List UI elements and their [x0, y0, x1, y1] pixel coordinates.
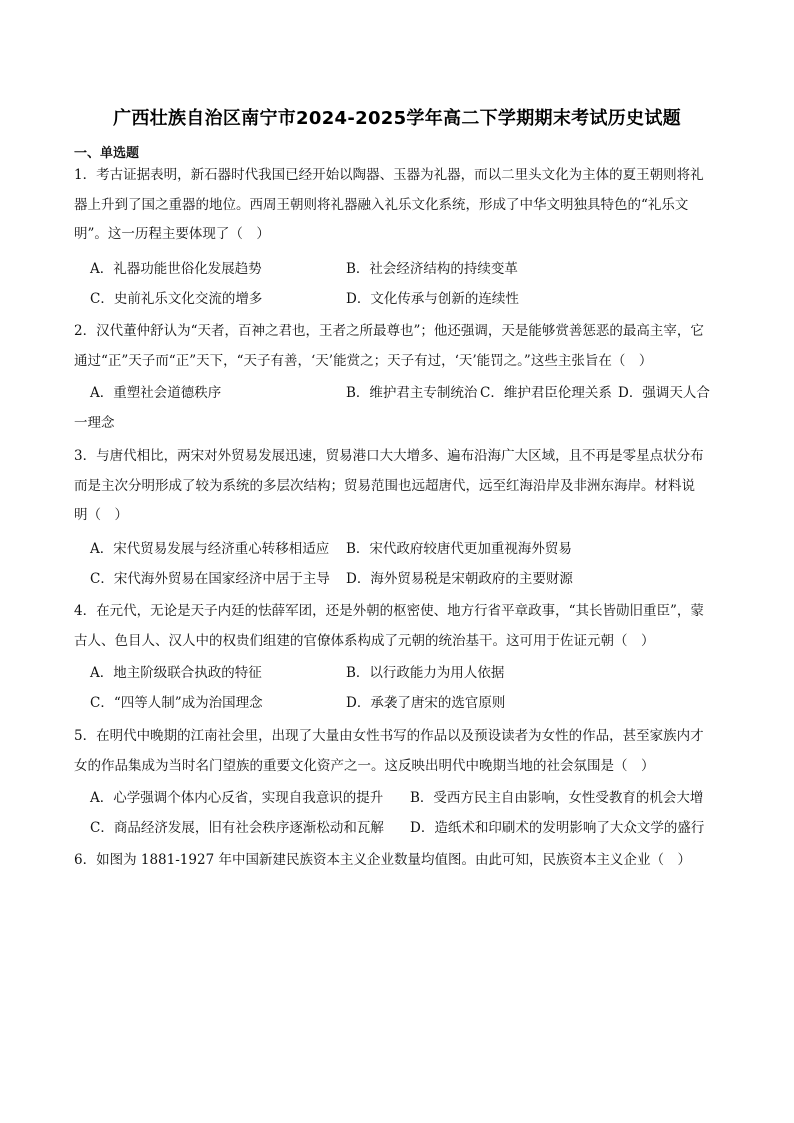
option-c[interactable]: C．史前礼乐文化交流的增多: [90, 291, 263, 307]
question-4-options-row-1: [90, 659, 730, 688]
option-a[interactable]: A．宋代贸易发展与经济重心转移相适应: [90, 541, 330, 557]
question-line: 5．在明代中晚期的江南社会里，出现了大量由女性书写的作品以及预设读者为女性的作品，甚至家族内才: [74, 728, 704, 744]
option-a[interactable]: A．心学强调个体内心反省，实现自我意识的提升: [90, 790, 384, 806]
question-2-options-row-1: [90, 379, 730, 408]
question-line: 而是主次分明形成了较为系统的多层次结构；贸易范围也远超唐代，远至红海沿岸及非洲东海岸。材料说: [74, 477, 695, 494]
option-d[interactable]: D．海外贸易税是宋朝政府的主要财源: [346, 571, 573, 587]
option-b[interactable]: B．维护君主专制统治: [346, 385, 478, 401]
question-1-stem: [74, 161, 722, 250]
question-5-options-row-1: [90, 784, 730, 813]
question-line: 明（ ）: [74, 507, 128, 523]
question-6-stem: [74, 846, 722, 876]
question-line: 4．在元代，无论是天子内廷的怯薛军团，还是外朝的枢密使、地方行省平章政事，“其长皆勋旧重臣”，蒙: [74, 603, 704, 619]
option-a[interactable]: A．重塑社会道德秩序: [90, 385, 222, 401]
question-1-options-row-2: [90, 285, 730, 314]
question-line: 女的作品集成为当时名门望族的重要文化资产之一。这反映出明代中晚期当地的社会氛围是（ ）: [74, 757, 655, 774]
option-b[interactable]: B．以行政能力为用人依据: [346, 665, 505, 681]
option-c[interactable]: C．维护君臣伦理关系: [480, 385, 612, 401]
option-a[interactable]: A．礼器功能世俗化发展趋势: [90, 261, 262, 277]
question-3-options-row-2: [90, 565, 730, 594]
option-d[interactable]: D．强调天人合: [618, 385, 710, 401]
option-b[interactable]: B．受西方民主自由影响，女性受教育的机会大增: [410, 790, 704, 806]
option-d[interactable]: D．文化传承与创新的连续性: [346, 291, 519, 307]
option-b[interactable]: B．社会经济结构的持续变革: [346, 261, 518, 277]
option-b[interactable]: B．宋代政府较唐代更加重视海外贸易: [346, 541, 572, 557]
option-d[interactable]: D．造纸术和印刷术的发明影响了大众文学的盛行: [410, 820, 705, 836]
section-heading: 一、单选题: [74, 146, 140, 161]
option-c[interactable]: C．商品经济发展，旧有社会秩序逐渐松动和瓦解: [90, 820, 384, 836]
option-c[interactable]: C．“四等人制”成为治国理念: [90, 695, 263, 711]
page-title: 广西壮族自治区南宁市2024-2025学年高二下学期期末考试历史试题: [113, 108, 681, 129]
question-line: 2．汉代董仲舒认为“天者，百神之君也，王者之所最尊也”；他还强调，天是能够赏善惩恶的最高主宰，它: [74, 323, 704, 339]
question-5-options-row-2: [90, 814, 730, 843]
question-4-options-row-2: [90, 689, 730, 718]
question-line: 3．与唐代相比，两宋对外贸易发展迅速，贸易港口大大增多、遍布沿海广大区域，且不再是零星点状分布: [74, 448, 704, 464]
question-line: 通过“正”天子而“正”天下，“天子有善，‘天’能赏之；天子有过，‘天’能罚之。”这些主张旨在（ ）: [74, 352, 653, 369]
question-line: 1．考古证据表明，新石器时代我国已经开始以陶器、玉器为礼器，而以二里头文化为主体的夏王朝则将礼: [74, 167, 704, 183]
question-line: 明”。这一历程主要体现了（ ）: [74, 226, 270, 242]
question-2-stem: [74, 317, 722, 376]
question-line: 器上升到了国之重器的地位。西周王朝则将礼器融入礼乐文化系统，形成了中华文明独具特色的“礼乐文: [74, 196, 689, 213]
option-a[interactable]: A．地主阶级联合执政的特征: [90, 665, 262, 681]
question-3-options-row-1: [90, 535, 730, 564]
option-d[interactable]: D．承袭了唐宋的选官原则: [346, 695, 506, 711]
question-line: 古人、色目人、汉人中的权贵们组建的官僚体系构成了元朝的统治基干。这可用于佐证元朝（ ）: [74, 632, 655, 649]
option-d-continuation: 一理念: [74, 415, 115, 431]
question-3-stem: [74, 442, 722, 531]
question-5-stem: [74, 722, 722, 781]
option-c[interactable]: C．宋代海外贸易在国家经济中居于主导: [90, 571, 330, 587]
question-line: 6．如图为 1881-1927 年中国新建民族资本主义企业数量均值图。由此可知，民族资本主义企业（ ）: [74, 852, 691, 868]
question-1-options-row-1: [90, 255, 730, 284]
question-4-stem: [74, 597, 722, 656]
